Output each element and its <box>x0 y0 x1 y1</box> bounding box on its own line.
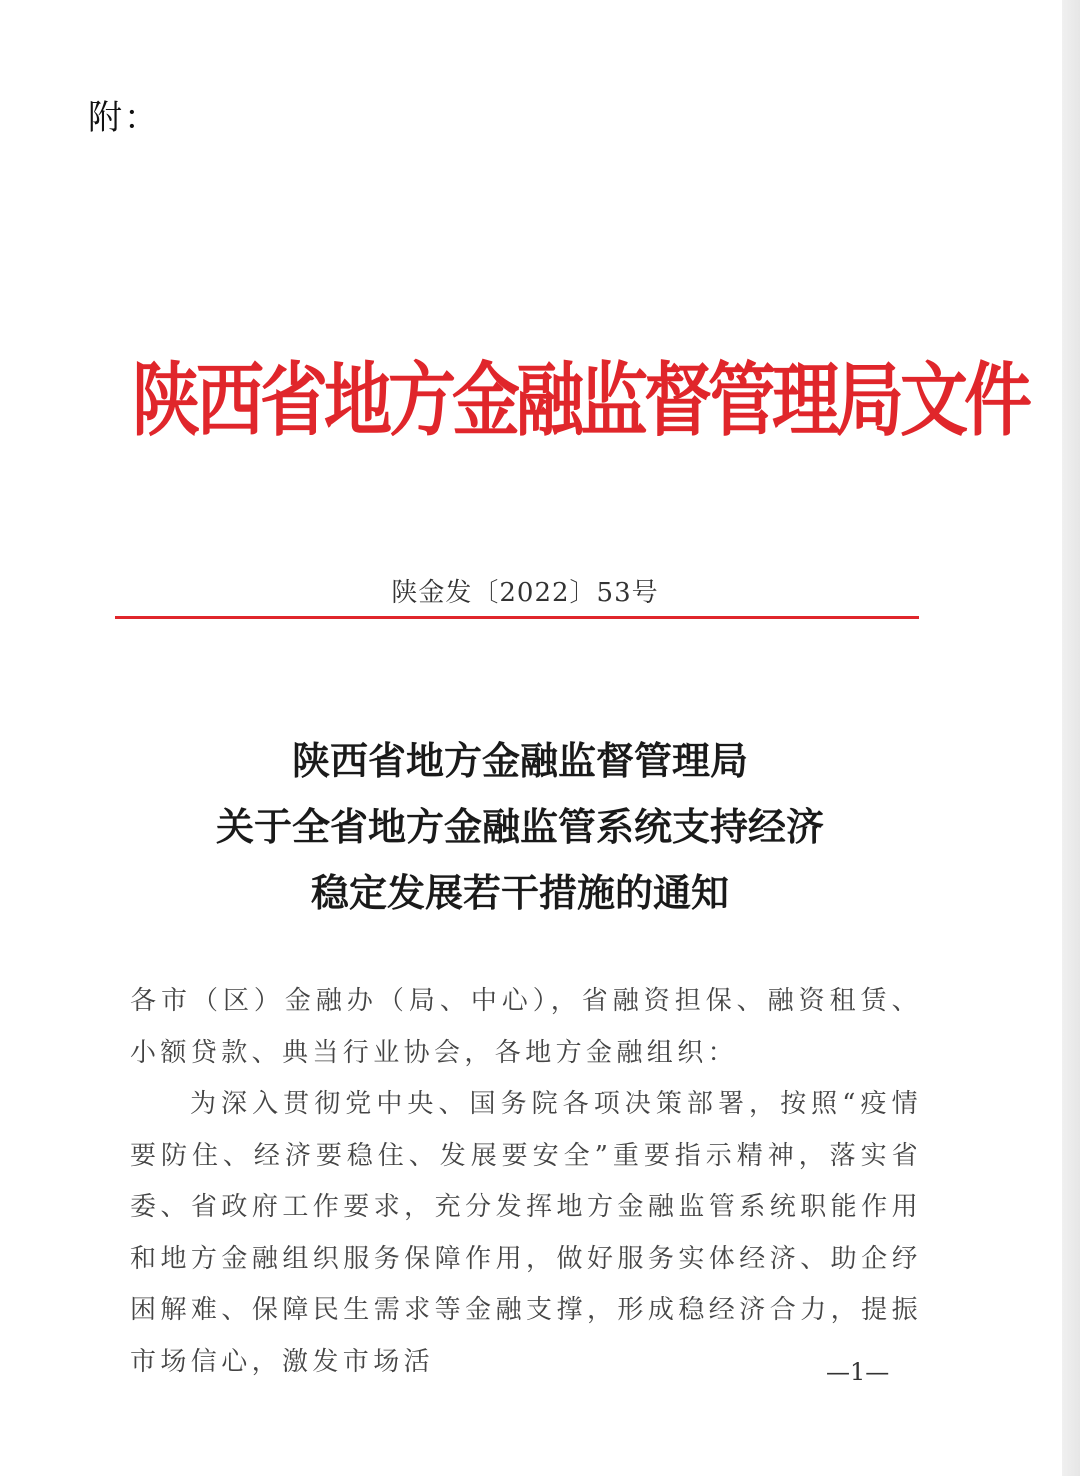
page-number: —1— <box>826 1358 890 1386</box>
attachment-label: 附： <box>88 98 160 138</box>
notice-title-line-3: 稳定发展若干措施的通知 <box>310 870 729 915</box>
issuing-authority-header: 陕西省地方金融监督管理局文件 <box>132 353 1029 449</box>
body-text <box>130 976 922 1388</box>
notice-title-line-2: 关于全省地方金融监管系统支持经济 <box>215 804 824 849</box>
recipients-paragraph: 各市（区）金融办（局、中心），省融资担保、融资租赁、小额贷款、典当行业协会，各地方金融组织： <box>130 986 922 1068</box>
red-separator-line <box>115 616 919 619</box>
notice-title-line-1: 陕西省地方金融监督管理局 <box>291 738 748 783</box>
notice-title <box>120 728 920 926</box>
page-edge-margin <box>1062 0 1080 1476</box>
body-paragraph-1: 为深入贯彻党中央、国务院各项决策部署，按照“疫情要防住、经济要稳住、发展要安全”重要指示精神，落实省委、省政府工作要求，充分发挥地方金融监管系统职能作用和地方金融组织服务保障作用，做好服务实体经济、助企纾困解难、保障民生需求等金融支撑，形成稳经济合力，提振市场信心，激发市场活 <box>130 1089 922 1377</box>
document-number: 陕金发〔2022〕53号 <box>391 578 659 608</box>
